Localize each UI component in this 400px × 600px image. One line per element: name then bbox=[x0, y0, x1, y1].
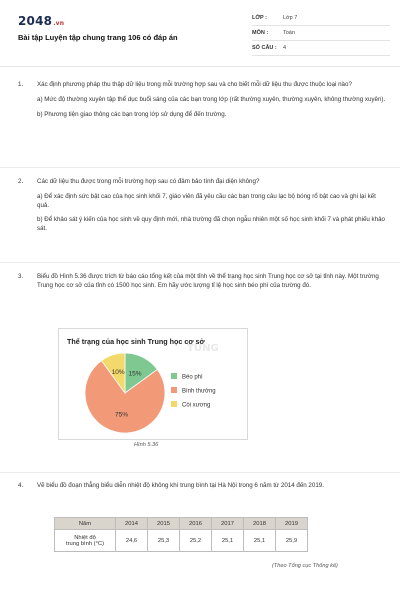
table-row-label bbox=[55, 530, 116, 552]
table-header-row bbox=[55, 518, 308, 530]
legend-label: Béo phì bbox=[182, 374, 203, 381]
brand-logo[interactable] bbox=[18, 14, 64, 28]
meta-row-count bbox=[252, 41, 390, 56]
meta-label: LỚP : bbox=[252, 15, 267, 21]
table-cell: 25,1 bbox=[212, 530, 244, 552]
legend-swatch bbox=[171, 401, 177, 407]
brand-suffix: .vn bbox=[53, 20, 65, 27]
meta-row-subject bbox=[252, 26, 390, 41]
table-header-cell: 2016 bbox=[180, 518, 212, 530]
page-title: Bài tập Luyện tập chung trang 106 có đáp án bbox=[18, 33, 178, 42]
question-4 bbox=[18, 482, 388, 491]
question-number: 4. bbox=[18, 482, 24, 489]
question-text: Các dữ liệu thu được trong mỗi trường hợp sau có đảm bảo tính đại diện không? bbox=[37, 178, 260, 185]
meta-value: 4 bbox=[283, 45, 287, 51]
meta-value: Toán bbox=[283, 30, 295, 36]
question-text: Biểu đồ Hình 5.36 được trích từ báo cáo tổng kết của một tỉnh về thể trạng học sinh Trung học cơ sở tại tỉnh này. Một trường Trung học cơ sở của tỉnh có 1500 học sinh. Em hãy ước lượng tỉ lệ học sinh béo phì của trường đó. bbox=[37, 273, 379, 289]
question-text: Vẽ biểu đồ đoạn thẳng biểu diễn nhiệt độ không khí trung bình tại Hà Nội trong 6 năm từ 2014 đến 2019. bbox=[37, 482, 324, 489]
pie-slice-label: 75% bbox=[115, 411, 129, 419]
legend-label: Còi xương bbox=[182, 402, 211, 409]
table-header-cell: 2017 bbox=[212, 518, 244, 530]
figure-watermark: TỪNG bbox=[187, 343, 219, 354]
meta-label: SỐ CÂU : bbox=[252, 45, 277, 51]
question-3 bbox=[18, 273, 388, 291]
table-header-cell: 2019 bbox=[276, 518, 308, 530]
brand-name: 2048 bbox=[18, 14, 53, 28]
meta-panel bbox=[252, 11, 390, 56]
row-label-line: trung bình (°C) bbox=[65, 540, 105, 547]
table-cell: 25,9 bbox=[276, 530, 308, 552]
table-cell: 25,1 bbox=[244, 530, 276, 552]
pie-slice-label: 10% bbox=[111, 369, 125, 377]
table-cell: 25,3 bbox=[148, 530, 180, 552]
question-part-b: b) Để khảo sát ý kiến của học sinh về quy định mới, nhà trường đã chọn ngẫu nhiên một số học sinh khối 7 và phát phiếu khảo sát. bbox=[37, 216, 385, 233]
divider bbox=[0, 472, 400, 473]
question-part-a: a) Mức độ thường xuyên tập thể dục buổi sáng của các bạn trong lớp (rất thường xuyên, thường xuyên, không thường xuyên). bbox=[37, 95, 386, 103]
question-number: 3. bbox=[18, 273, 24, 280]
question-text: Xác định phương pháp thu thập dữ liệu trong mỗi trường hợp sau và cho biết mỗi dữ liệu thu được thuộc loại nào? bbox=[37, 81, 352, 88]
page-header bbox=[0, 0, 400, 67]
table-header-cell: 2015 bbox=[148, 518, 180, 530]
meta-value: Lớp 7 bbox=[283, 15, 298, 21]
meta-row-class bbox=[252, 11, 390, 26]
question-part-a: a) Để xác định sức bật cao của học sinh khối 7, giáo viên đã yêu cầu các bạn trong câu lạc bộ bóng rổ bật cao và ghi lại kết quả. bbox=[37, 192, 376, 209]
pie-slice-label: 15% bbox=[128, 370, 142, 378]
legend-label: Bình thường bbox=[182, 388, 216, 395]
row-label-line: Nhiệt độ bbox=[74, 534, 96, 541]
divider bbox=[0, 167, 400, 168]
table-header-cell: 2014 bbox=[116, 518, 148, 530]
meta-label: MÔN : bbox=[252, 30, 269, 36]
table-cell: 25,2 bbox=[180, 530, 212, 552]
figure-caption: Hình 5.36 bbox=[134, 442, 159, 448]
question-1 bbox=[18, 81, 388, 119]
legend-swatch bbox=[171, 387, 177, 393]
table-cell: 24,6 bbox=[116, 530, 148, 552]
legend-swatch bbox=[171, 373, 177, 379]
table-source: (Theo Tổng cục Thống kê) bbox=[272, 563, 338, 569]
temperature-table bbox=[54, 517, 308, 552]
question-2 bbox=[18, 178, 388, 234]
divider bbox=[0, 262, 400, 263]
question-number: 1. bbox=[18, 81, 24, 88]
question-number: 2. bbox=[18, 178, 24, 185]
chart-title: Thể trạng của học sinh Trung học cơ sở bbox=[67, 337, 205, 346]
table-row bbox=[55, 530, 308, 552]
table-header-cell: 2018 bbox=[244, 518, 276, 530]
figure-5-36 bbox=[58, 328, 248, 440]
table-header-cell: Năm bbox=[55, 518, 116, 530]
question-part-b: b) Phương tiện giao thông các bạn trong lớp sử dụng để đến trường. bbox=[37, 110, 227, 118]
